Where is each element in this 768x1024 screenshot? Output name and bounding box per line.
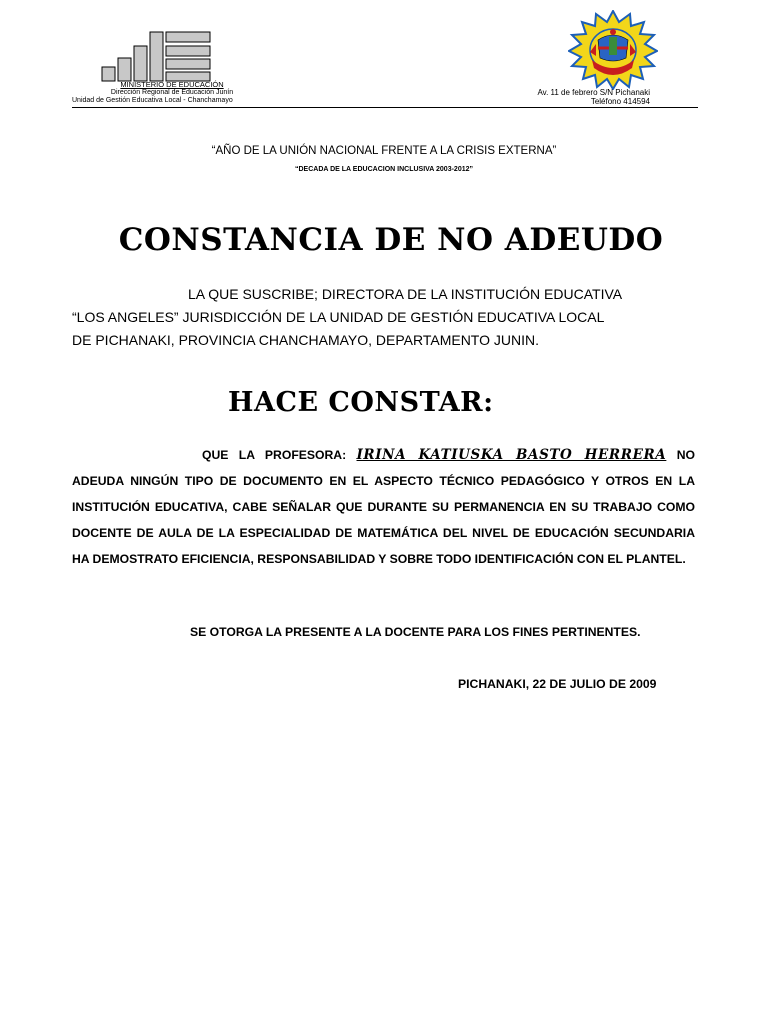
header-divider: [72, 107, 698, 108]
local-unit: Unidad de Gestión Educativa Local - Chanchamayo: [72, 97, 233, 104]
body-lead: QUE LA PROFESORA:: [202, 448, 357, 462]
ministry-name: MINISTERIO DE EDUCACIÓN: [120, 80, 224, 89]
ministry-logo: [100, 30, 212, 82]
place-and-date: PICHANAKI, 22 DE JULIO DE 2009: [458, 677, 657, 691]
phone-line: Teléfono 414594: [590, 97, 650, 106]
body-paragraph: [72, 442, 695, 572]
decade-motto: “DECADA DE LA EDUCACION INCLUSIVA 2003-2012”: [294, 166, 473, 173]
document-header: [0, 0, 768, 120]
school-emblem: [568, 10, 658, 90]
intro-line-1: LA QUE SUSCRIBE; DIRECTORA DE LA INSTITUCIÓN EDUCATIVA: [188, 286, 623, 302]
regional-directorate: Dirección Regional de Educación Junín: [110, 89, 234, 96]
intro-paragraph: [72, 283, 698, 352]
ministry-text: [72, 81, 272, 105]
document-title: CONSTANCIA DE NO ADEUDO: [118, 222, 664, 258]
teacher-name: IRINA KATIUSKA BASTO HERRERA: [356, 447, 667, 463]
address-line: Av. 11 de febrero S/N Pichanaki: [537, 88, 650, 97]
intro-line-2: “LOS ANGELES” JURISDICCIÓN DE LA UNIDAD DE GESTIÓN EDUCATIVA LOCAL: [72, 309, 605, 325]
body-text: NO ADEUDA NINGÚN TIPO DE DOCUMENTO EN EL ASPECTO TÉCNICO PEDAGÓGICO Y OTROS EN LA INSTITUCIÓN EDUCATIVA, CABE SEÑALAR QUE DURANTE SU PERMANENCIA EN SU TRABAJO COMO DOCENTE DE AULA DE LA ESPECIALIDAD DE MATEMÁTICA DEL NIVEL DE EDUCACIÓN SECUNDARIA HA DEMOSTRATO EFICIENCIA, RESPONSABILIDAD Y SOBRE TODO IDENTIFICACIÓN CON EL PLANTEL.: [72, 448, 695, 566]
closing-statement: SE OTORGA LA PRESENTE A LA DOCENTE PARA LOS FINES PERTINENTES.: [190, 625, 641, 639]
school-address: [520, 88, 650, 106]
year-motto: “AÑO DE LA UNIÓN NACIONAL FRENTE A LA CRISIS EXTERNA”: [211, 145, 557, 157]
section-heading: HACE CONSTAR:: [228, 387, 494, 418]
intro-line-3: DE PICHANAKI, PROVINCIA CHANCHAMAYO, DEPARTAMENTO JUNIN.: [72, 332, 539, 348]
